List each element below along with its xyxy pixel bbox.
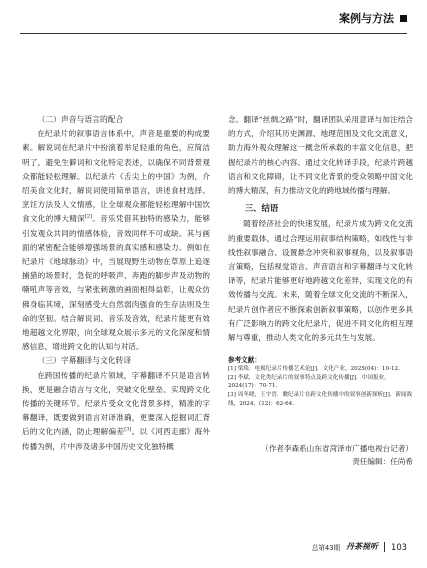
section-title: 案例与方法 bbox=[339, 12, 394, 25]
reference-item: [1] 梁琰．电视纪录片传播艺术论[J]．文化产业，2025(04)：10-12. bbox=[228, 366, 400, 373]
page-number: 103 bbox=[391, 541, 407, 552]
references-title: 参考文献： bbox=[228, 356, 261, 365]
editor-note: 责任编辑：任尚希 bbox=[352, 457, 413, 467]
reference-item: [3] 周冬晓，王宇晋．數纪录片在跨文化传播中的叙事创新探析[J]．新闻战线，2024，(12)：62-64. bbox=[228, 392, 413, 407]
divider bbox=[384, 542, 385, 552]
page-footer bbox=[312, 541, 407, 552]
paragraph bbox=[22, 127, 210, 354]
paragraph-text: 。音乐凭借其独特的感染力，能够引发观众共同的情感体验，音效同样不可或缺。其与画面的紧密配合能够增强场景的真实感和感染力。例如在纪录片《地球脉动》中，当展现野生动物在草原上追逐捕猎的场景时，急促的呼吸声、奔跑的脚步声及动物的嘶吼声等音效，与紧张刺激的画面相得益彰，让观众仿佛身临其境，深刻感受大自然弱肉强食的生存法则及生命的坚韧。结合解说词、音乐及音效，纪录片能更有效地超越文化界限，向全球观众展示多元的文化深度和情感信息，增进跨文化的认知与对话。 bbox=[22, 214, 211, 352]
conclusion-heading: 三、结语 bbox=[244, 203, 279, 214]
reference-item: [2] 李斌．文化类纪录片的叙事特点及跨文化传播[J]．中国报业，2024(17)：70-71. bbox=[228, 374, 390, 390]
references-list bbox=[228, 365, 413, 408]
magazine-name: 丹茶视听 bbox=[346, 542, 378, 551]
right-column bbox=[228, 113, 413, 468]
section-header bbox=[339, 10, 407, 26]
citation: [2] bbox=[84, 213, 93, 220]
author-note: （作者李森系山东省菏泽市广播电视台记者） bbox=[261, 444, 413, 454]
left-column bbox=[22, 113, 210, 454]
paragraph-text: 在纪录片的叙事语言体系中，声音是重要的构成要素。解说词在纪录片中扮演着举足轻重的角色，应简洁明了，避免生僻词和文化特定表述，以确保不同背景观众都能轻松理解。以纪录片《舌尖上的中国》为例，介绍美食文化时，解说词使用简单语言，讲述食材选择、烹饪方法及人文情感，让全球观众都能轻松理解中国饮食文化的博大精深 bbox=[22, 129, 210, 224]
paragraph-text: 。以《河西走廊》海外传播为例，片中涉及诸多中国历史文化独特概 bbox=[22, 427, 210, 451]
paragraph: 念。翻译“丝绸之路”时，翻译团队采用意译与加注结合的方式，介绍其历史渊源、地理范围及文化交流意义，助力海外观众理解这一概念所承载的丰富文化信息，把握纪录片的核心内容。通过文化转译手段，纪录片跨越语言和文化障碍，让不同文化背景的受众领略中国文化的博大精深，有力推动文化的跨地域传播与理解。 bbox=[228, 115, 413, 196]
section-2-heading: （二）声音与语言的配合 bbox=[37, 115, 124, 124]
paragraph: 随着经济社会的快速发展，纪录片成为跨文化交流的重要载体，通过合理运用叙事结构策略，如线性与非线性叙事融合、设置悬念冲突和叙事视角，以及叙事语言策略，包括视觉语言、声音语言和字幕翻译与文化转译等，纪录片能够更好地跨越文化差异，实现文化的有效传播与交流。未来，随着全球文化交流的不断深入，纪录片创作者应不断探索创新叙事策略，以创作更多具有广泛影响力的跨文化纪录片，促进不同文化的相互理解与尊重，推动人类文化的多元共生与发展。 bbox=[228, 219, 413, 343]
header-rule bbox=[20, 33, 407, 34]
paragraph bbox=[22, 369, 210, 454]
square-icon bbox=[400, 15, 407, 22]
citation: [3] bbox=[124, 426, 132, 433]
issue-number: 总第43期 bbox=[311, 543, 340, 552]
paragraph-text: 在跨国传播的纪录片领域，字幕翻译不只是语言转换，更是融合语言与文化，突破文化壁垒、实现跨文化传播的关键环节。纪录片受众文化背景多样，精准的字幕翻译，既要做到语言对译准确，更要深入挖掘词汇背后的文化内涵，防止理解偏差 bbox=[22, 370, 210, 437]
section-3-heading: （三）字幕翻译与文化转译 bbox=[37, 356, 132, 366]
